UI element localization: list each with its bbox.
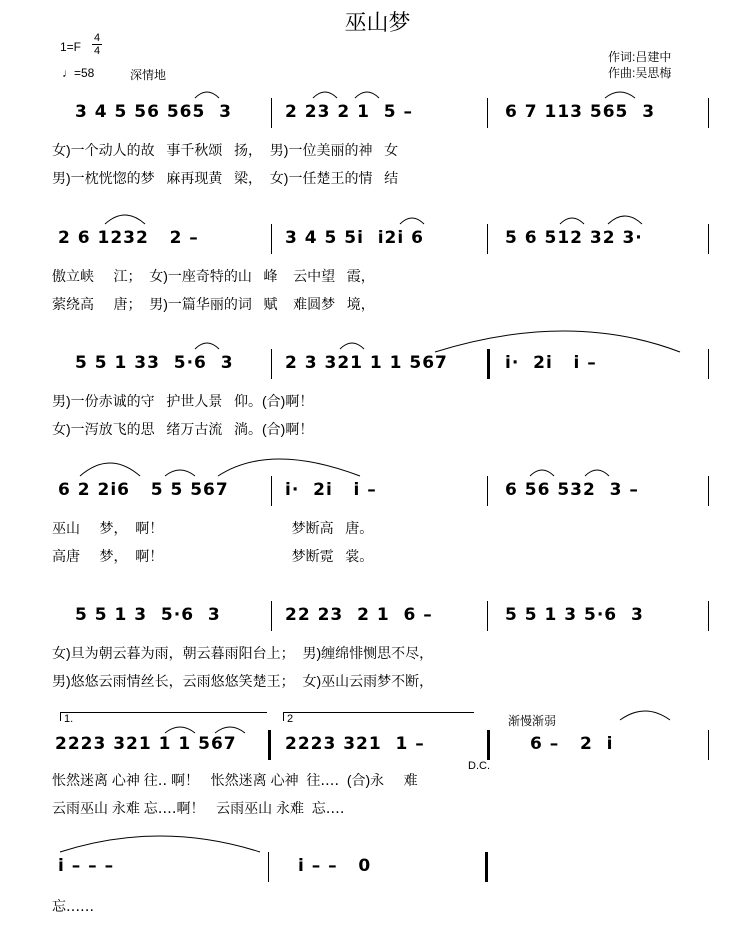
measure-notes: 2 3 321 1 1 567 — [285, 353, 448, 373]
volta-label-2: 2 — [287, 713, 294, 725]
tempo-marking: ♩=58 — [62, 66, 95, 80]
slur-arc — [195, 343, 219, 349]
slur-arc — [530, 470, 554, 476]
measure-notes: 6 2 2i6 5 5 567 — [58, 480, 229, 500]
measure-notes: 6 – 2 i — [530, 734, 614, 754]
slur-arc — [585, 470, 609, 476]
slur-arc — [105, 215, 145, 224]
slur-arc — [605, 92, 635, 98]
lyric-line-1: 女)旦为朝云暮为雨，朝云暮雨阳台上； 男)缠绵悱恻思不尽， — [52, 645, 434, 661]
slur-arc — [195, 92, 219, 98]
key-signature: 1=F — [60, 40, 82, 54]
lyric-line-1: 怅然迷离 心神 往‥ 啊！ 怅然迷离 心神 往‥‥ (合)永 难 — [52, 772, 418, 788]
slur-arc — [355, 92, 379, 98]
slur-arc — [340, 343, 364, 349]
lyric-line-1: 男)一份赤诚的守 护世人景 仰。(合)啊！ — [52, 393, 314, 409]
lyric-line-1: 女)一个动人的故 事千秋颂 扬， 男)一位美丽的神 女 — [52, 142, 399, 158]
measure-notes: 6 7 113 565 3 — [505, 102, 656, 122]
slur-arc — [215, 727, 245, 733]
da-capo-marking: D.C. — [468, 760, 490, 772]
slur-arc — [165, 470, 195, 476]
lyric-line-2: 女)一泻放飞的思 绪万古流 淌。(合)啊！ — [52, 421, 314, 437]
slur-arc — [620, 711, 670, 720]
lyricist-credit: 作词:吕建中 — [608, 50, 672, 64]
measure-notes: 5 6 512 32 3· — [505, 228, 643, 248]
volta-label-1: 1. — [64, 713, 74, 725]
measure-notes: 2223 321 1 – — [285, 734, 425, 754]
measure-notes: 3 4 5 56 565 3 — [75, 102, 232, 122]
expression-marking: 深情地 — [130, 68, 167, 82]
measure-notes: 2223 321 1 1 567 — [55, 734, 237, 754]
measure-notes: 5 5 1 33 5·6 3 — [75, 353, 234, 373]
slur-arc — [165, 727, 195, 733]
phrase-arc — [435, 331, 680, 352]
measure-notes: 6 56 532 3 – — [505, 480, 639, 500]
slur-arc — [400, 218, 424, 224]
lyric-line-2: 云雨巫山 永难 忘‥‥啊！ 云雨巫山 永难 忘‥‥ — [52, 800, 345, 816]
measure-notes: 3 4 5 5i i2i 6 — [285, 228, 424, 248]
measure-notes: 22 23 2 1 6 – — [285, 605, 433, 625]
measure-notes: i· 2i i – — [505, 353, 597, 373]
measure-notes: 2 23 2 1 5 – — [285, 102, 413, 122]
measure-notes: i – – – — [58, 856, 115, 876]
composer-credit: 作曲:吴思梅 — [608, 66, 672, 80]
lyric-line-2: 萦绕高 唐； 男)一篇华丽的词 赋 难圆梦 境， — [52, 296, 375, 312]
time-signature: 4 4 — [93, 32, 101, 57]
slur-arc — [80, 463, 140, 476]
lyric-line-2: 男)悠悠云雨情丝长，云雨悠悠笑楚王； 女)巫山云雨梦不断， — [52, 673, 434, 689]
measure-notes: 5 5 1 3 5·6 3 — [505, 605, 644, 625]
phrase-arc — [218, 459, 360, 476]
lyric-line-1: 傲立峡 江； 女)一座奇特的山 峰 云中望 霞， — [52, 268, 375, 284]
measure-notes: i – – 0 — [298, 856, 372, 876]
phrase-arc — [60, 836, 260, 852]
measure-notes: i· 2i i – — [285, 480, 377, 500]
lyric-line-1: 忘‥‥‥ — [52, 898, 95, 914]
slur-arc — [608, 216, 642, 224]
dynamic-marking: 渐慢渐弱 — [508, 714, 557, 728]
slur-arc — [313, 92, 337, 98]
song-title: 巫山梦 — [344, 10, 411, 35]
measure-notes: 2 6 1232 2 – — [58, 228, 199, 248]
measure-notes: 5 5 1 3 5·6 3 — [75, 605, 221, 625]
quarter-note-icon: ♩ — [62, 66, 74, 80]
lyric-line-2: 男)一枕恍惚的梦 麻再现黄 梁， 女)一任楚王的情 结 — [52, 170, 399, 186]
slur-arc — [560, 218, 584, 224]
lyric-line-1: 巫山 梦， 啊！ 梦断高 唐。 — [52, 520, 374, 536]
lyric-line-2: 高唐 梦， 啊！ 梦断霓 裳。 — [52, 548, 374, 564]
